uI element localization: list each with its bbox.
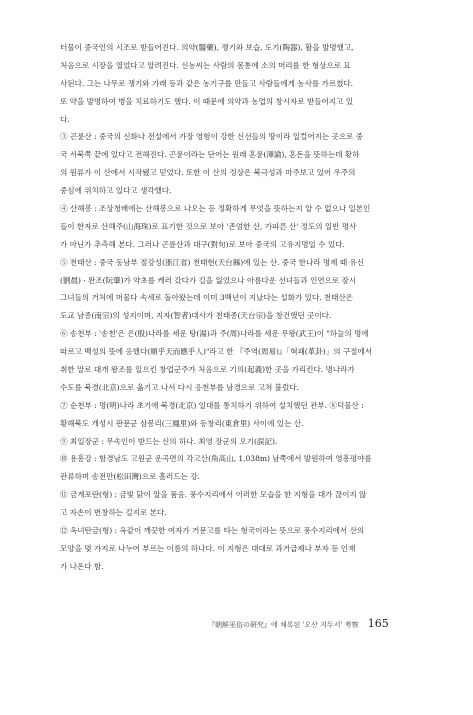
text-line: 들이 한자로 산해주(山海珠)로 표기한 것으로 보아 '존엄한 산, 가파른 산' 정도의 일반 명사 — [60, 221, 357, 231]
text-line: 처음으로 시장을 열었다고 알려진다. 신농씨는 사람의 몸통에 소의 머리를 한 형상으로 묘 — [60, 60, 351, 70]
text-line: ⑫ 옥녀탄금(형) : 옥같이 깨끗한 여자가 거문고를 타는 형국이라는 뜻으로 풍수지리에서 산의 — [60, 526, 365, 536]
text-line: ⑦ 순천부 : 명(明)나라 초기에 북경(北京) 일대를 통치하기 위하여 설치했던 관부. ⑧덕물산 : — [60, 400, 364, 410]
running-head: 『朝鮮巫俗の硏究』에 채록된 '오산 지두서' 考察 — [208, 621, 359, 629]
text-line: ⑩ 용흥강 : 함경남도 고원군 운곡면의 각고산(角高山, 1,038m) 남쪽에서 발원하여 영흥평야를 — [60, 454, 372, 464]
page-number: 165 — [367, 617, 389, 630]
text-line — [60, 651, 404, 661]
page-footer — [208, 612, 408, 630]
text-line — [60, 687, 404, 697]
text-line — [60, 598, 404, 608]
text-line: 가 아닌가 추측해 본다. 그러나 곤륜산과 대구(對句)로 보아 중국의 고유지명일 수 있다. — [60, 239, 345, 249]
text-line: 관류하며 송전만(松田灣)으로 흘러드는 강. — [60, 472, 200, 482]
text-line: 국 서북쪽 끝에 있다고 전해진다. 곤륜이라는 단어는 원래 혼륜(渾淪), 혼돈을 뜻하는데 황하 — [60, 150, 360, 160]
text-line: ④ 산해봉 : 조상청배에는 산해봉으로 나오는 등 정확하게 무엇을 뜻하는지 알 수 없으나 일본인 — [60, 204, 371, 214]
text-line — [60, 633, 404, 643]
text-line: 사된다. 그는 나무로 쟁기와 가래 등과 같은 농기구를 만들고 사람들에게 농사를 가르쳤다. — [60, 78, 354, 88]
text-line: 수도를 북경(北京)으로 옮기고 나서 다시 응천부를 남경으로 고쳐 불렀다. — [60, 382, 299, 392]
text-line: 다. — [60, 114, 70, 124]
text-line: 취한 말로 대개 왕조를 일으킨 창업군주가 처음으로 기의(起義)한 곳을 가리킨다. 명나라가 — [60, 365, 355, 375]
text-line: 도교 남종(南宗)의 성지이며, 지자(智者)대사가 천태종(天台宗)을 창건했던 곳이다. — [60, 311, 332, 321]
text-line: (劉晨) · 완조(阮肇)가 약초를 캐러 갔다가 길을 잃었으나 아름다운 선녀들과 인연으로 잠시 — [60, 275, 357, 285]
text-line: 그녀들의 거처에 머물다 속세로 돌아왔는데 이미 3백년이 지났다는 설화가 있다. 천태산은 — [60, 293, 354, 303]
text-line: 의 원류가 이 산에서 시작됐고 믿었다. 또한 이 산의 정상은 북극성과 마주보고 있어 우주의 — [60, 168, 356, 178]
text-line: 따르고 백성의 뜻에 응했다(順乎天而應乎人)"라고 한 『주역(周易)』「혁괘(革卦)」의 구절에서 — [60, 347, 373, 357]
text-line: ⑥ 송천부 : '송천'은 은(殷)나라를 세운 탕(湯)과 주(周)나라를 세운 무왕(武王)이 "하늘의 명에 — [60, 329, 369, 339]
text-line: 또 약을 발명하여 병을 치료하기도 했다. 이 때문에 의약과 농업의 창시자로 받들어지고 있 — [60, 96, 354, 106]
text-line: 중심에 위치하고 있다고 생각했다. — [60, 186, 172, 196]
text-line: 터물이 중국인의 시조로 받들어진다. 의약(醫藥), 쟁기와 보습, 도기(陶器), 활을 발명했고, — [60, 43, 354, 52]
text-line: 황해북도 개성시 판문군 삼봉리(三鳳里)와 동창리(東倉里) 사이에 있는 산. — [60, 418, 304, 428]
text-line: ⑤ 천태산 : 중국 동남부 절강성(浙江省) 천태현(天台縣)에 있는 산. 중국 한나라 명제 때 유신 — [60, 257, 365, 267]
text-line: ③ 곤륜산 : 중국의 신화나 전설에서 가장 영험이 강한 신선들의 땅이라 일컬어지는 곳으로 중 — [60, 132, 364, 142]
text-line: 고 자손이 번창하는 길지로 본다. — [60, 508, 167, 518]
text-line — [60, 705, 404, 715]
text-line: 모양을 몇 가지로 나누어 부르는 이름의 하나다. 이 지형은 대대로 과거급제나 부자 등 인재 — [60, 543, 356, 553]
text-line — [60, 580, 404, 590]
text-line: 가 나온다 함. — [60, 561, 104, 571]
text-line: ⑨ 최일장군 : 무속인이 받드는 신의 하나. 최영 장군의 오기(誤記). — [60, 436, 278, 446]
text-line — [60, 669, 404, 679]
text-line: ⑪ 금계포란(형) : 금빛 닭이 알을 품음. 풍수지리에서 이러한 모습을 한 지형을 대가 끊이지 않 — [60, 490, 367, 500]
